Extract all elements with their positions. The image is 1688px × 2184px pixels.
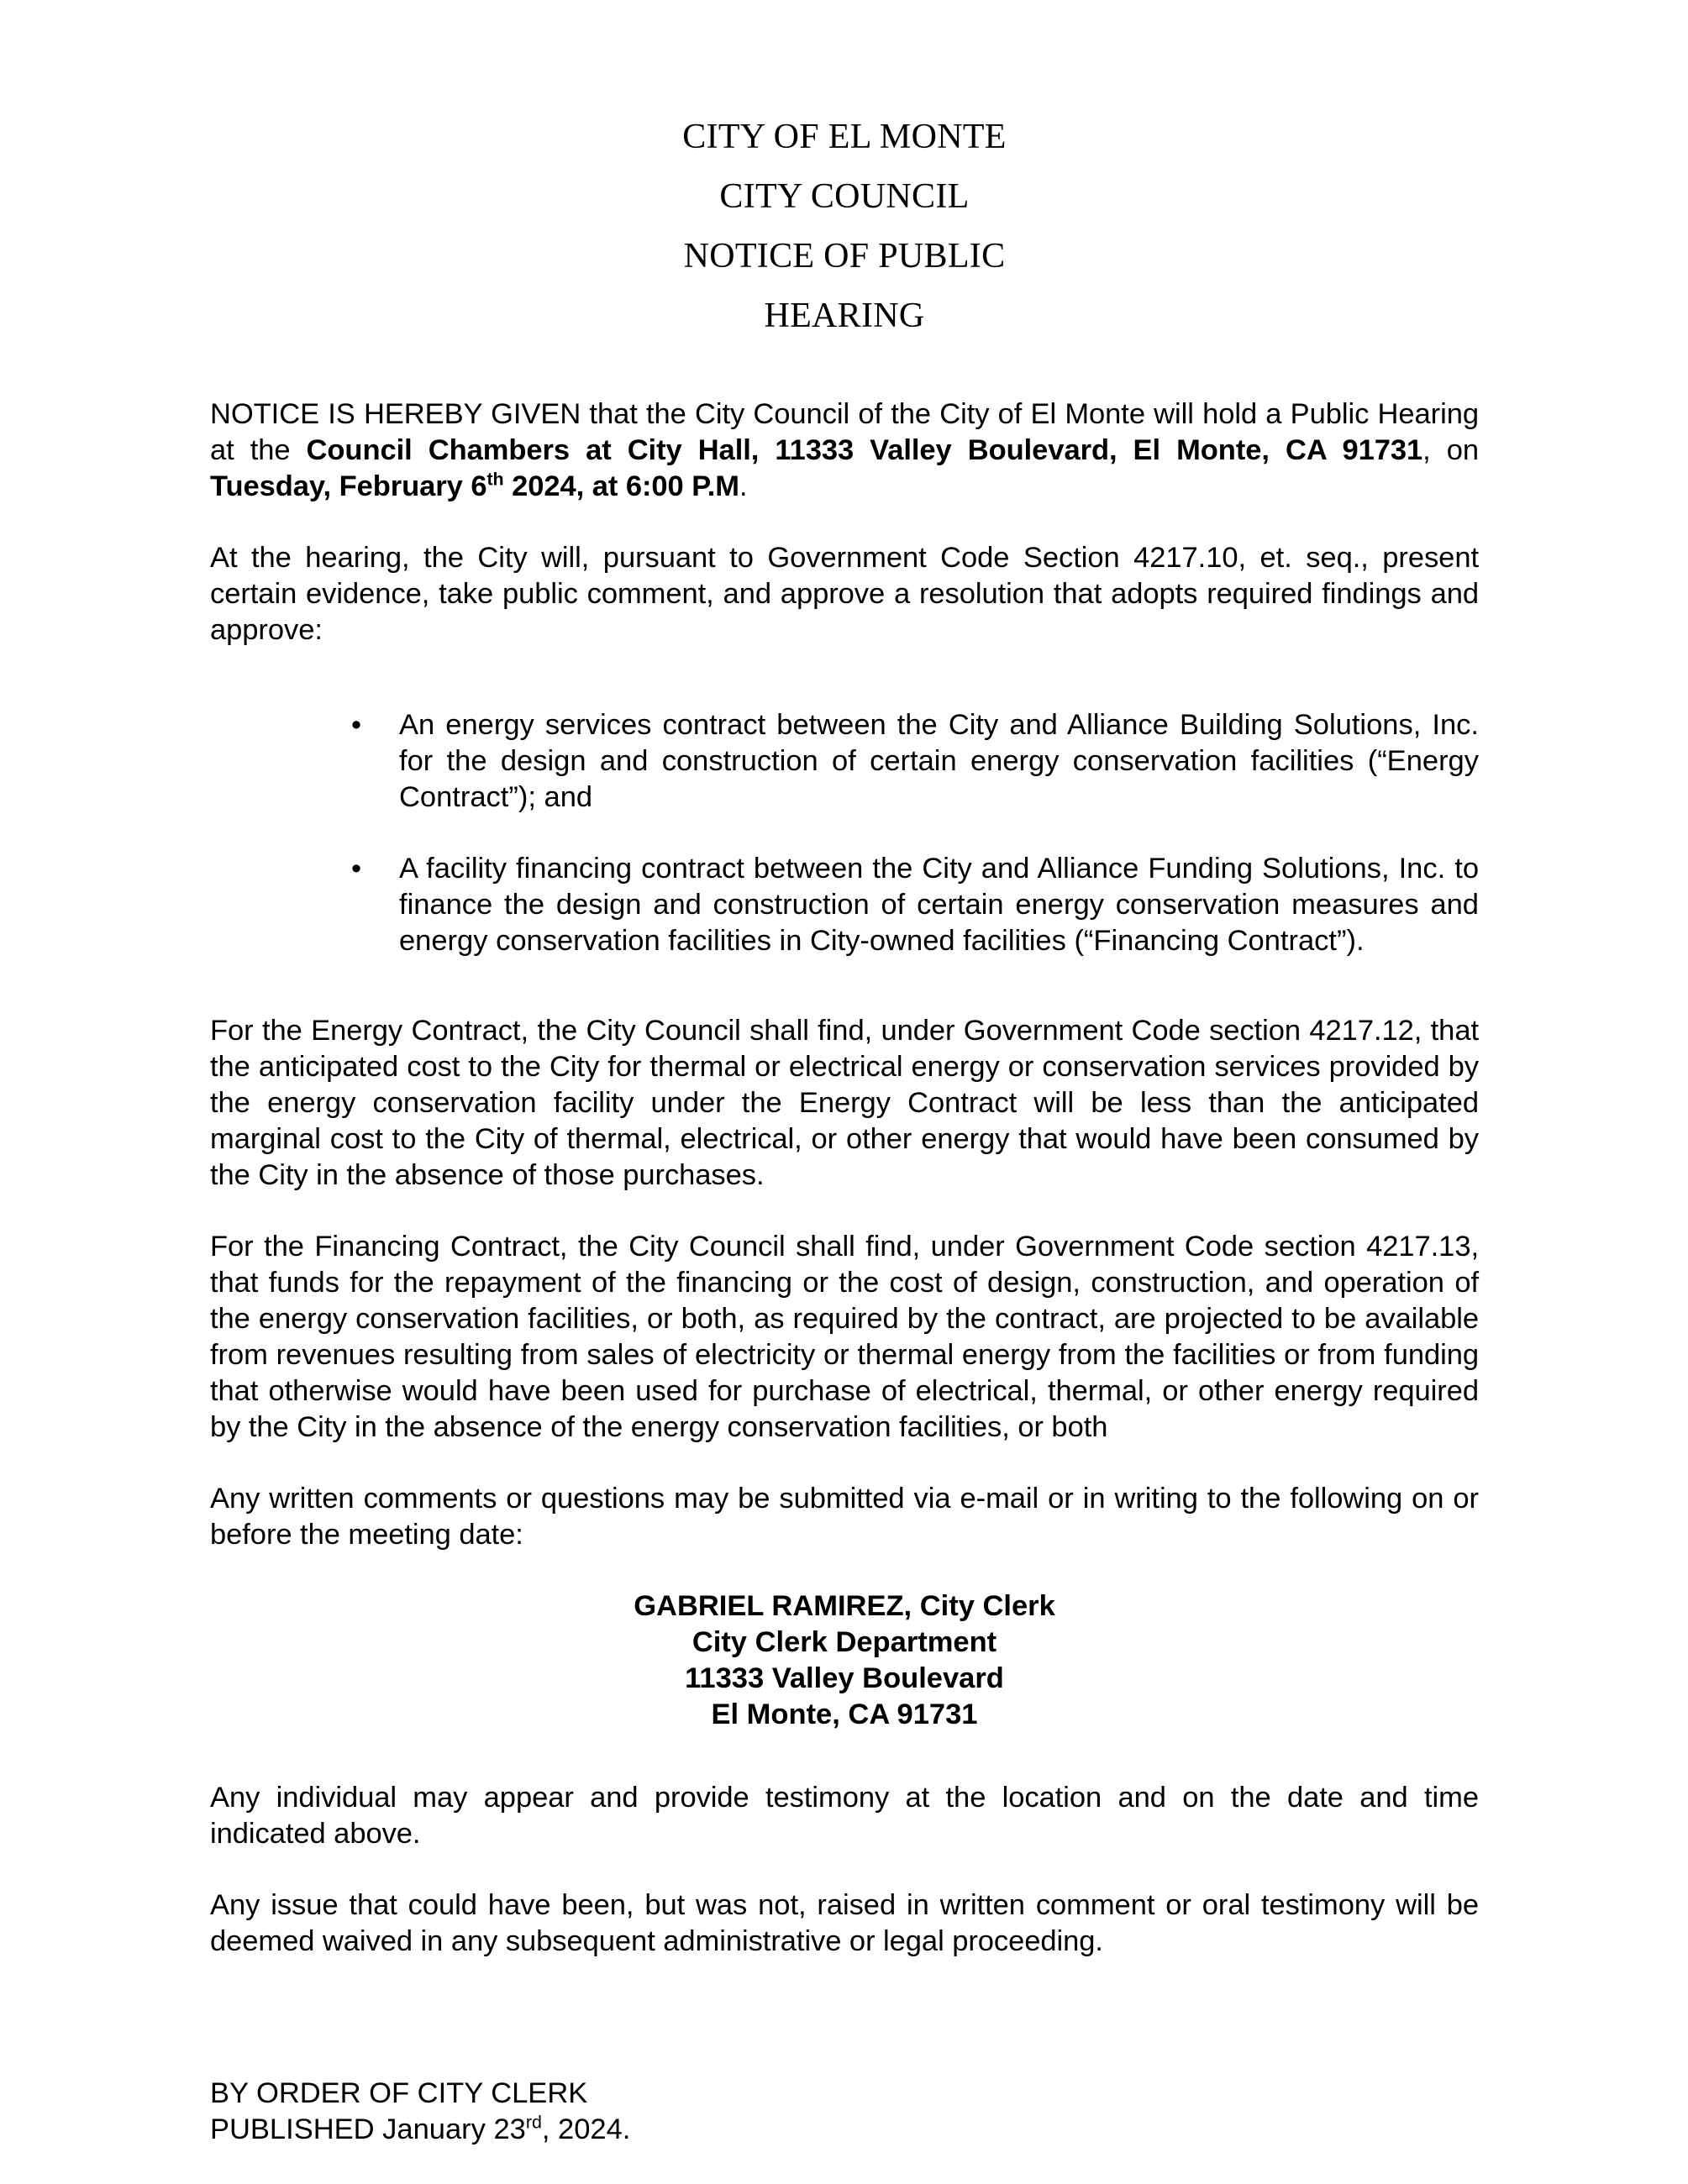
page-content <box>210 0 1479 2148</box>
clerk-name-and-title: GABRIEL RAMIREZ, City Clerk <box>634 1590 1055 1622</box>
clerk-department: City Clerk Department <box>692 1626 997 1658</box>
intro-text-part2: , on <box>1422 434 1479 466</box>
title-line-council: CITY COUNCIL <box>719 177 970 216</box>
bullet-point-icon: • <box>351 853 362 885</box>
testimony-paragraph: Any individual may appear and provide testimony at the location and on the date and time indicated above. <box>210 1782 1479 1850</box>
list-item-text: A facility financing contract between the City and Alliance Funding Solutions, Inc. to finance the design and construction of certain energy conservation measures and energy conservation facilities in City-owned facilities (“Financing Contract”). <box>399 853 1479 957</box>
intro-date-ordinal-suffix: th <box>486 469 504 490</box>
list-item <box>210 707 1479 816</box>
footer <box>210 2076 1479 2148</box>
title-line-hearing: HEARING <box>764 297 925 335</box>
contact-bottom-spacer <box>210 1733 1479 1780</box>
intro-date-bold <box>210 470 739 502</box>
approval-items-list <box>210 707 1479 959</box>
title-line-notice: NOTICE OF PUBLIC <box>683 237 1006 276</box>
hearing-purpose-paragraph: At the hearing, the City will, pursuant to Government Code Section 4217.10, et. seq., present certain evidence, take public comment, and approve a resolution that adopts required findings and approve: <box>210 542 1479 646</box>
published-prefix-text: PUBLISHED January 23 <box>210 2113 526 2145</box>
footer-top-spacer <box>210 1995 1479 2076</box>
notice-intro-paragraph <box>210 396 1479 505</box>
published-ordinal-suffix: rd <box>525 2112 542 2133</box>
clerk-street-address: 11333 Valley Boulevard <box>685 1662 1004 1694</box>
energy-contract-findings-paragraph: For the Energy Contract, the City Council shall find, under Government Code section 4217.12, that the anticipated cost to the City for thermal or electrical energy or conservation services provided by the energy conservation facility under the Energy Contract will be less than the anticipated marginal cost to the City of thermal, electrical, or other energy that would have been consumed by the City in the absence of those purchases. <box>210 1015 1479 1191</box>
bullet-point-icon: • <box>351 709 362 741</box>
bullets-top-spacer <box>210 684 1479 707</box>
list-item <box>210 851 1479 959</box>
clerk-contact-block <box>210 1588 1479 1733</box>
financing-contract-findings-paragraph: For the Financing Contract, the City Council shall find, under Government Code section 4217.13, that funds for the repayment of the financing or the cost of design, construction, and operation of the energy conservation facilities, or both, as required by the contract, are projected to be available from revenues resulting from sales of electricity or thermal energy from the facilities or from funding that otherwise would have been used for purchase of electrical, thermal, or other energy required by the City in the absence of the energy conservation facilities, or both <box>210 1231 1479 1443</box>
published-suffix-text: , 2024. <box>541 2113 631 2145</box>
written-comments-paragraph: Any written comments or questions may be submitted via e-mail or in writing to the following on or before the meeting date: <box>210 1483 1479 1551</box>
published-date-line <box>210 2112 1479 2148</box>
intro-text-part3: . <box>739 470 748 502</box>
intro-location-bold: Council Chambers at City Hall, 11333 Valley Boulevard, El Monte, CA 91731 <box>306 434 1423 466</box>
list-item-text: An energy services contract between the City and Alliance Building Solutions, Inc. for the design and construction of certain energy conservation facilities (“Energy Contract”); and <box>399 709 1479 813</box>
by-order-line: BY ORDER OF CITY CLERK <box>210 2077 588 2109</box>
waiver-paragraph: Any issue that could have been, but was not, raised in written comment or oral testimony will be deemed waived in any subsequent administrative or legal proceeding. <box>210 1889 1479 1957</box>
intro-year-time-text: 2024, at 6:00 P.M <box>503 470 739 502</box>
notice-body <box>210 396 1479 2148</box>
title-line-city: CITY OF EL MONTE <box>682 118 1007 156</box>
intro-date-text: Tuesday, February 6 <box>210 470 487 502</box>
bullets-bottom-spacer <box>210 990 1479 1013</box>
page-title <box>210 0 1479 346</box>
intro-text-part1: NOTICE IS HEREBY GIVEN that the City Council of the City of El Monte will hold a Public Hearing at the <box>210 398 1479 466</box>
clerk-city-state-zip: El Monte, CA 91731 <box>711 1698 978 1730</box>
